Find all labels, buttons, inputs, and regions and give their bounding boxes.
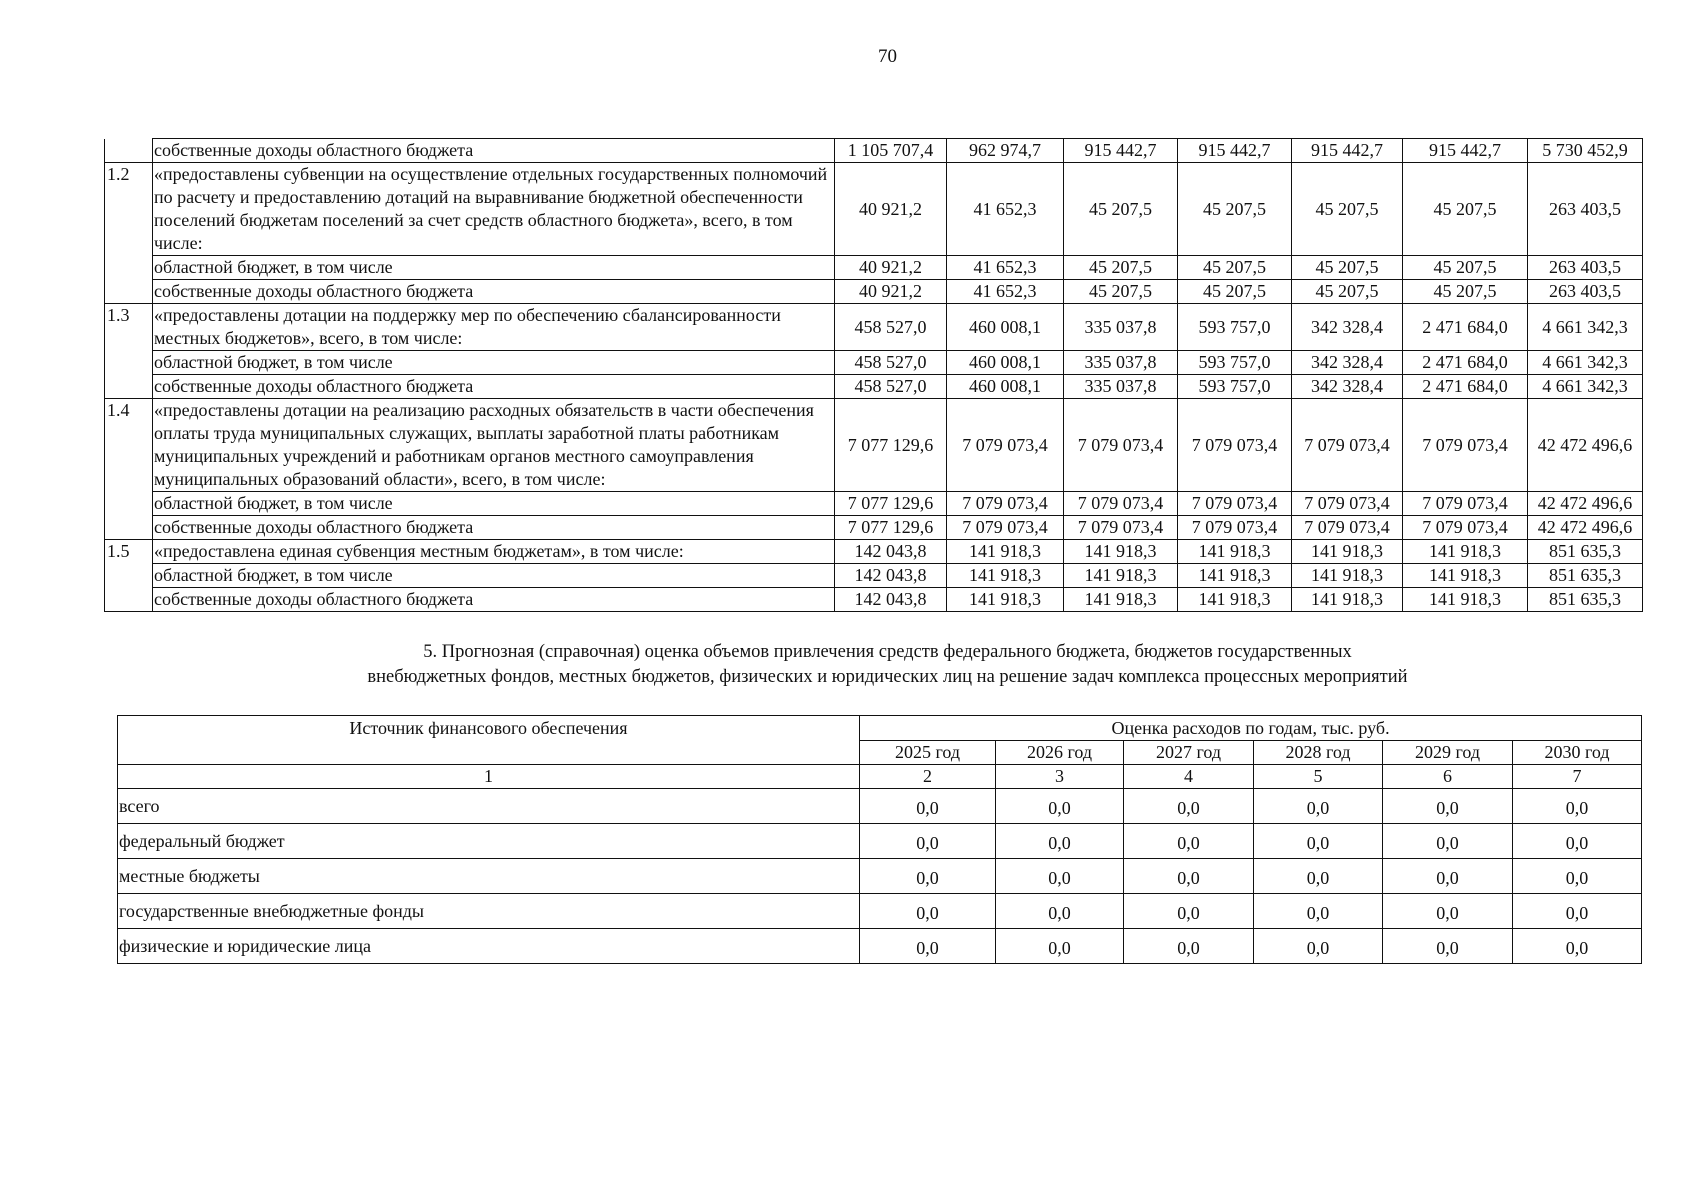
item-number: [105, 256, 153, 280]
item-number: 1.2: [105, 163, 153, 256]
year-value: 41 652,3: [947, 163, 1064, 256]
year-value: 593 757,0: [1178, 351, 1292, 375]
column-numbers-row: [118, 765, 1642, 789]
year-value: 141 918,3: [1292, 540, 1403, 564]
year-value: 342 328,4: [1292, 375, 1403, 399]
total-value: 42 472 496,6: [1528, 399, 1643, 492]
funding-source: государственные внебюджетные фонды: [118, 894, 860, 929]
item-number: 1.4: [105, 399, 153, 492]
year-value: 45 207,5: [1178, 280, 1292, 304]
item-description: «предоставлены дотации на реализацию расходных обязательств в части обеспечения оплаты труда муниципальных служащих, выплаты заработной платы работникам муниципальных учреждений и работникам органов местного самоуправления муниципальных образований области», всего, в том числе:: [153, 399, 835, 492]
year-value: 141 918,3: [1403, 540, 1528, 564]
year-value: 458 527,0: [835, 351, 947, 375]
year-value: 141 918,3: [1292, 564, 1403, 588]
table-row: [105, 304, 1643, 351]
total-value: 5 730 452,9: [1528, 139, 1643, 163]
year-value: 142 043,8: [835, 540, 947, 564]
year-value: 7 079 073,4: [1292, 399, 1403, 492]
item-number: [105, 564, 153, 588]
table-row: [118, 789, 1642, 824]
budget-table-body: [105, 139, 1643, 612]
year-value: 41 652,3: [947, 256, 1064, 280]
forecast-funding-table: [117, 715, 1642, 964]
estimate-value: 0,0: [860, 824, 996, 859]
column-number: 2: [860, 765, 996, 789]
table-row: [105, 564, 1643, 588]
year-value: 2 471 684,0: [1403, 304, 1528, 351]
year-value: 142 043,8: [835, 588, 947, 612]
estimate-header: Оценка расходов по годам, тыс. руб.: [860, 716, 1642, 741]
year-value: 45 207,5: [1292, 280, 1403, 304]
estimate-value: 0,0: [1124, 894, 1254, 929]
year-value: 45 207,5: [1292, 163, 1403, 256]
total-value: 851 635,3: [1528, 588, 1643, 612]
estimate-value: 0,0: [1383, 859, 1513, 894]
year-header: 2028 год: [1254, 741, 1383, 765]
caption-line-1: 5. Прогнозная (справочная) оценка объемов привлечения средств федерального бюджета, бюджетов государственных: [423, 642, 1352, 662]
year-value: 7 079 073,4: [1178, 516, 1292, 540]
year-value: 45 207,5: [1403, 280, 1528, 304]
year-value: 7 077 129,6: [835, 516, 947, 540]
estimate-value: 0,0: [1124, 859, 1254, 894]
total-value: 4 661 342,3: [1528, 304, 1643, 351]
estimate-value: 0,0: [1254, 929, 1383, 964]
year-value: 141 918,3: [947, 540, 1064, 564]
year-value: 141 918,3: [1178, 540, 1292, 564]
year-value: 458 527,0: [835, 304, 947, 351]
section-5-caption: [0, 640, 1697, 690]
table-row: [105, 492, 1643, 516]
year-value: 7 079 073,4: [1064, 516, 1178, 540]
estimate-value: 0,0: [1383, 824, 1513, 859]
year-value: 7 079 073,4: [947, 399, 1064, 492]
funding-source: федеральный бюджет: [118, 824, 860, 859]
estimate-value: 0,0: [996, 859, 1124, 894]
estimate-value: 0,0: [1124, 789, 1254, 824]
item-description: «предоставлены дотации на поддержку мер по обеспечению сбалансированности местных бюджетов», всего, в том числе:: [153, 304, 835, 351]
year-value: 7 077 129,6: [835, 492, 947, 516]
source-header: Источник финансового обеспечения: [118, 716, 860, 765]
table-row: [118, 824, 1642, 859]
budget-allocation-table: [104, 138, 1643, 612]
year-header: 2027 год: [1124, 741, 1254, 765]
table-row: [105, 399, 1643, 492]
table-row: [105, 139, 1643, 163]
year-value: 40 921,2: [835, 280, 947, 304]
table-row: [105, 516, 1643, 540]
estimate-value: 0,0: [1513, 894, 1642, 929]
year-value: 7 079 073,4: [1403, 516, 1528, 540]
table-row: [118, 894, 1642, 929]
header-row: [118, 716, 1642, 741]
column-number: 3: [996, 765, 1124, 789]
year-value: 45 207,5: [1178, 163, 1292, 256]
year-value: 458 527,0: [835, 375, 947, 399]
year-value: 45 207,5: [1403, 256, 1528, 280]
estimate-value: 0,0: [996, 824, 1124, 859]
funding-source: всего: [118, 789, 860, 824]
item-description: областной бюджет, в том числе: [153, 492, 835, 516]
item-description: собственные доходы областного бюджета: [153, 588, 835, 612]
item-description: областной бюджет, в том числе: [153, 564, 835, 588]
table-row: [105, 163, 1643, 256]
estimate-value: 0,0: [996, 789, 1124, 824]
estimate-value: 0,0: [1124, 824, 1254, 859]
total-value: 42 472 496,6: [1528, 492, 1643, 516]
item-description: собственные доходы областного бюджета: [153, 516, 835, 540]
item-description: собственные доходы областного бюджета: [153, 280, 835, 304]
total-value: 851 635,3: [1528, 564, 1643, 588]
year-value: 45 207,5: [1064, 163, 1178, 256]
year-value: 342 328,4: [1292, 304, 1403, 351]
year-value: 40 921,2: [835, 256, 947, 280]
year-value: 915 442,7: [1064, 139, 1178, 163]
table-row: [105, 588, 1643, 612]
year-value: 141 918,3: [1064, 564, 1178, 588]
year-value: 45 207,5: [1064, 280, 1178, 304]
year-value: 7 079 073,4: [1064, 492, 1178, 516]
year-value: 141 918,3: [1403, 588, 1528, 612]
item-description: областной бюджет, в том числе: [153, 256, 835, 280]
total-value: 4 661 342,3: [1528, 351, 1643, 375]
item-number: [105, 375, 153, 399]
total-value: 263 403,5: [1528, 163, 1643, 256]
year-value: 45 207,5: [1178, 256, 1292, 280]
item-number: [105, 588, 153, 612]
year-value: 7 079 073,4: [1292, 492, 1403, 516]
table-row: [105, 375, 1643, 399]
caption-line-2: внебюджетных фондов, местных бюджетов, физических и юридических лиц на решение задач комплекса процессных мероприятий: [367, 667, 1408, 687]
estimate-value: 0,0: [860, 894, 996, 929]
item-description: областной бюджет, в том числе: [153, 351, 835, 375]
item-number: 1.3: [105, 304, 153, 351]
table-row: [118, 859, 1642, 894]
table-row: [105, 280, 1643, 304]
estimate-value: 0,0: [1513, 859, 1642, 894]
page-number: 70: [878, 46, 897, 67]
forecast-table-body: [118, 716, 1642, 964]
year-value: 2 471 684,0: [1403, 351, 1528, 375]
year-value: 335 037,8: [1064, 375, 1178, 399]
column-number: 4: [1124, 765, 1254, 789]
year-value: 41 652,3: [947, 280, 1064, 304]
estimate-value: 0,0: [860, 789, 996, 824]
funding-source: местные бюджеты: [118, 859, 860, 894]
year-value: 142 043,8: [835, 564, 947, 588]
year-value: 141 918,3: [1064, 588, 1178, 612]
column-number: 5: [1254, 765, 1383, 789]
year-value: 7 079 073,4: [1178, 492, 1292, 516]
estimate-value: 0,0: [1383, 789, 1513, 824]
total-value: 42 472 496,6: [1528, 516, 1643, 540]
year-value: 593 757,0: [1178, 304, 1292, 351]
year-value: 141 918,3: [1403, 564, 1528, 588]
estimate-value: 0,0: [1254, 859, 1383, 894]
year-value: 915 442,7: [1178, 139, 1292, 163]
column-number: 7: [1513, 765, 1642, 789]
year-value: 141 918,3: [1292, 588, 1403, 612]
year-value: 45 207,5: [1292, 256, 1403, 280]
year-value: 7 079 073,4: [1064, 399, 1178, 492]
year-header: 2030 год: [1513, 741, 1642, 765]
year-value: 40 921,2: [835, 163, 947, 256]
item-number: 1.5: [105, 540, 153, 564]
item-number: [105, 139, 153, 163]
year-value: 45 207,5: [1064, 256, 1178, 280]
estimate-value: 0,0: [1513, 929, 1642, 964]
item-number: [105, 280, 153, 304]
table-row: [105, 540, 1643, 564]
estimate-value: 0,0: [1513, 824, 1642, 859]
total-value: 851 635,3: [1528, 540, 1643, 564]
item-description: «предоставлены субвенции на осуществление отдельных государственных полномочий по расчету и предоставлению дотаций на выравнивание бюджетной обеспеченности поселений бюджетам поселений за счет средств областного бюджета», всего, в том числе:: [153, 163, 835, 256]
year-value: 7 079 073,4: [1292, 516, 1403, 540]
estimate-value: 0,0: [1124, 929, 1254, 964]
year-value: 1 105 707,4: [835, 139, 947, 163]
year-value: 915 442,7: [1403, 139, 1528, 163]
year-value: 141 918,3: [947, 564, 1064, 588]
total-value: 263 403,5: [1528, 256, 1643, 280]
item-number: [105, 351, 153, 375]
table-row: [105, 351, 1643, 375]
item-number: [105, 516, 153, 540]
funding-source: физические и юридические лица: [118, 929, 860, 964]
year-value: 335 037,8: [1064, 304, 1178, 351]
year-value: 342 328,4: [1292, 351, 1403, 375]
year-value: 915 442,7: [1292, 139, 1403, 163]
estimate-value: 0,0: [1254, 824, 1383, 859]
year-value: 45 207,5: [1403, 163, 1528, 256]
year-value: 141 918,3: [1178, 564, 1292, 588]
year-value: 7 077 129,6: [835, 399, 947, 492]
estimate-value: 0,0: [1383, 894, 1513, 929]
total-value: 4 661 342,3: [1528, 375, 1643, 399]
year-value: 141 918,3: [1178, 588, 1292, 612]
year-header: 2026 год: [996, 741, 1124, 765]
total-value: 263 403,5: [1528, 280, 1643, 304]
year-value: 7 079 073,4: [1403, 492, 1528, 516]
estimate-value: 0,0: [1254, 894, 1383, 929]
year-value: 460 008,1: [947, 304, 1064, 351]
estimate-value: 0,0: [860, 859, 996, 894]
estimate-value: 0,0: [860, 929, 996, 964]
year-value: 335 037,8: [1064, 351, 1178, 375]
table-row: [118, 929, 1642, 964]
column-number: 1: [118, 765, 860, 789]
year-value: 141 918,3: [1064, 540, 1178, 564]
year-value: 962 974,7: [947, 139, 1064, 163]
column-number: 6: [1383, 765, 1513, 789]
year-value: 593 757,0: [1178, 375, 1292, 399]
estimate-value: 0,0: [1513, 789, 1642, 824]
year-value: 7 079 073,4: [1403, 399, 1528, 492]
year-value: 7 079 073,4: [947, 492, 1064, 516]
estimate-value: 0,0: [1254, 789, 1383, 824]
item-description: «предоставлена единая субвенция местным бюджетам», в том числе:: [153, 540, 835, 564]
item-number: [105, 492, 153, 516]
year-value: 2 471 684,0: [1403, 375, 1528, 399]
year-value: 460 008,1: [947, 351, 1064, 375]
year-value: 141 918,3: [947, 588, 1064, 612]
table-row: [105, 256, 1643, 280]
year-header: 2025 год: [860, 741, 996, 765]
year-value: 460 008,1: [947, 375, 1064, 399]
item-description: собственные доходы областного бюджета: [153, 139, 835, 163]
item-description: собственные доходы областного бюджета: [153, 375, 835, 399]
estimate-value: 0,0: [996, 894, 1124, 929]
estimate-value: 0,0: [1383, 929, 1513, 964]
year-value: 7 079 073,4: [1178, 399, 1292, 492]
year-header: 2029 год: [1383, 741, 1513, 765]
estimate-value: 0,0: [996, 929, 1124, 964]
year-value: 7 079 073,4: [947, 516, 1064, 540]
